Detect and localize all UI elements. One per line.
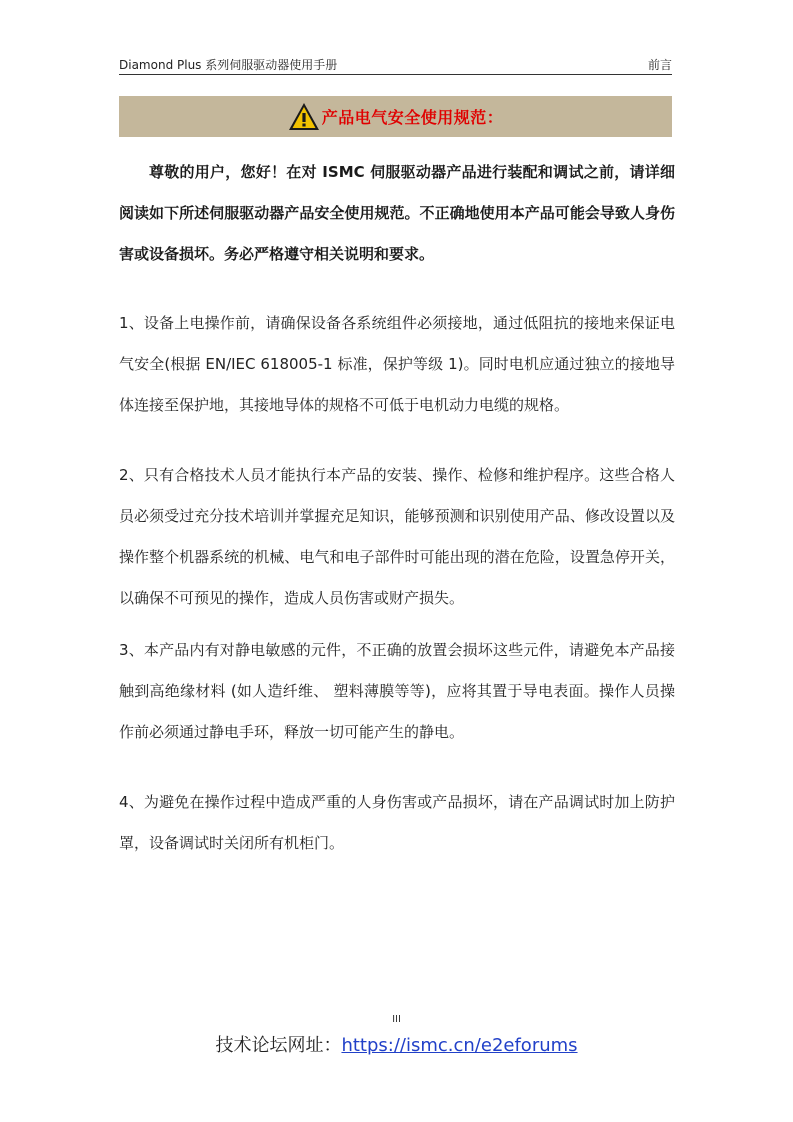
header-manual-title: Diamond Plus 系列伺服驱动器使用手册 [119, 58, 338, 72]
header-section-title: 前言 [647, 58, 672, 72]
intro-paragraph: 尊敬的用户，您好！在对 ISMC 伺服驱动器产品进行装配和调试之前，请详细阅读如下所述伺服驱动器产品安全使用规范。不正确地使用本产品可能会导致人身伤害或设备损坏。务必严格遵守相关说明和要求。 [119, 163, 675, 263]
page-number: III [392, 1014, 401, 1025]
footer [0, 1031, 793, 1057]
footer-label: 技术论坛网址： [215, 1035, 342, 1056]
page-header [119, 54, 672, 75]
safety-item-4: 4、为避免在操作过程中造成严重的人身伤害或产品损坏，请在产品调试时加上防护罩，设备调试时关闭所有机柜门。 [119, 793, 675, 852]
banner-title: 产品电气安全使用规范： [321, 108, 504, 127]
warning-triangle-icon [288, 102, 320, 132]
forum-link[interactable]: https://ismc.cn/e2eforums [341, 1035, 578, 1056]
safety-banner [119, 96, 672, 137]
safety-item-1: 1、设备上电操作前，请确保设备各系统组件必须接地，通过低阻抗的接地来保证电气安全(根据 EN/IEC 618005-1 标准，保护等级 1)。同时电机应通过独立的接地导体连接至保护地，其接地导体的规格不可低于电机动力电缆的规格。 [119, 314, 675, 414]
safety-item-2: 2、只有合格技术人员才能执行本产品的安装、操作、检修和维护程序。这些合格人员必须受过充分技术培训并掌握充足知识，能够预测和识别使用产品、修改设置以及操作整个机器系统的机械、电气和电子部件时可能出现的潜在危险，设置急停开关，以确保不可预见的操作，造成人员伤害或财产损失。 [119, 466, 675, 607]
safety-item-3: 3、本产品内有对静电敏感的元件，不正确的放置会损坏这些元件，请避免本产品接触到高绝缘材料 (如人造纤维、 塑料薄膜等等)，应将其置于导电表面。操作人员操作前必须通过静电手环，释放一切可能产生的静电。 [119, 641, 675, 741]
